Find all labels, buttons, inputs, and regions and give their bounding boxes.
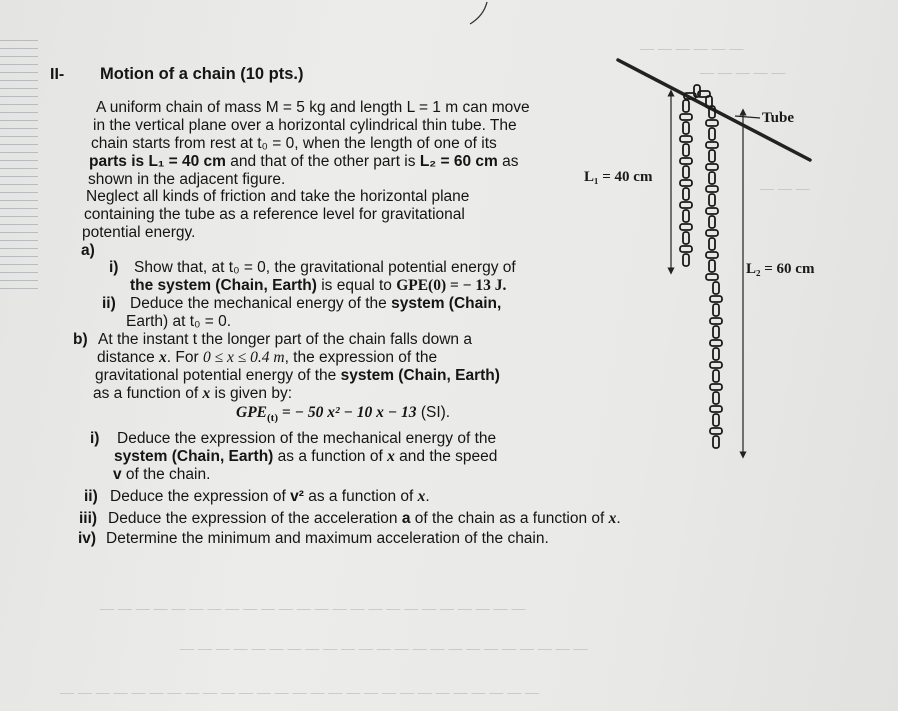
chain-link bbox=[683, 122, 689, 134]
bleed-through-texture: — — — bbox=[760, 180, 810, 196]
chain-link bbox=[709, 150, 715, 162]
chain-link bbox=[713, 348, 719, 360]
chain-link bbox=[709, 238, 715, 250]
section-number: II- bbox=[50, 66, 65, 83]
chain-link bbox=[713, 392, 719, 404]
chain-link bbox=[710, 296, 722, 302]
chain-link bbox=[713, 282, 719, 294]
tube-pointer bbox=[735, 116, 760, 118]
chain-link bbox=[706, 208, 718, 214]
chain-link bbox=[680, 114, 692, 120]
chain-link bbox=[706, 274, 718, 280]
chain-link bbox=[709, 194, 715, 206]
part-b-i-line: v of the chain. bbox=[113, 466, 211, 483]
bleed-through-texture: — — — — — — bbox=[640, 40, 744, 56]
part-b-i-line: system (Chain, Earth) as a function of x and the speed bbox=[114, 448, 498, 465]
chain-link bbox=[683, 100, 689, 112]
bleed-through-texture: — — — — — — — — — — — — — — — — — — — — — — — bbox=[180, 640, 588, 656]
section-title: Motion of a chain (10 pts.) bbox=[100, 65, 304, 83]
l2-label: L₂ = 60 cm bbox=[746, 261, 815, 277]
chain-link bbox=[709, 216, 715, 228]
intro-line: A uniform chain of mass M = 5 kg and length L = 1 m can move bbox=[96, 99, 530, 116]
part-a-i-line: Show that, at t₀ = 0, the gravitational potential energy of bbox=[134, 259, 516, 276]
chain-link bbox=[706, 186, 718, 192]
chain-link bbox=[713, 326, 719, 338]
gpe-formula: $GPE_{(t)}$ = − 50 x² − 10 x − 13 (SI). bbox=[236, 404, 451, 425]
intro-line: parts is L₁ = 40 cm and that of the other part is L₂ = 60 cm as bbox=[89, 153, 519, 170]
pen-mark bbox=[470, 2, 487, 24]
part-b-iv-label: iv) bbox=[78, 530, 97, 547]
part-a-ii-label: ii) bbox=[102, 295, 116, 312]
part-b-ii-line: Deduce the expression of v² as a function of x. bbox=[110, 488, 430, 505]
part-a-ii-line: Earth) at t₀ = 0. bbox=[126, 313, 232, 330]
chain-link bbox=[713, 414, 719, 426]
part-a-i-label: i) bbox=[109, 259, 119, 276]
chain-link bbox=[710, 340, 722, 346]
chain-link bbox=[706, 230, 718, 236]
bleed-through-texture: — — — — — bbox=[700, 64, 786, 80]
chain-link bbox=[683, 166, 689, 178]
chain-link bbox=[680, 246, 692, 252]
l1-label: L₁ = 40 cm bbox=[584, 169, 653, 185]
chain-link bbox=[710, 384, 722, 390]
chain-link bbox=[709, 128, 715, 140]
chain-link bbox=[680, 180, 692, 186]
intro-line: containing the tube as a reference level for gravitational bbox=[84, 206, 465, 223]
chain-link bbox=[706, 142, 718, 148]
chain-link bbox=[706, 252, 718, 258]
part-a-i-line: the system (Chain, Earth) is equal to GPE(0) = − 13 J. bbox=[130, 277, 507, 294]
chain-link bbox=[713, 370, 719, 382]
chain-link bbox=[713, 304, 719, 316]
part-a-label: a) bbox=[81, 242, 95, 259]
part-b-line: as a function of x is given by: bbox=[93, 385, 293, 402]
bleed-through-texture: — — — — — — — — — — — — — — — — — — — — — — — — bbox=[100, 600, 526, 616]
chain-link bbox=[680, 158, 692, 164]
part-b-line: At the instant t the longer part of the chain falls down a bbox=[98, 331, 472, 348]
part-b-i-label: i) bbox=[90, 430, 100, 447]
part-b-label: b) bbox=[73, 331, 88, 348]
part-b-iii-line: Deduce the expression of the acceleration a of the chain as a function of x. bbox=[108, 510, 621, 527]
chain-link bbox=[683, 254, 689, 266]
chain bbox=[680, 85, 722, 448]
intro-line: shown in the adjacent figure. bbox=[88, 171, 286, 188]
chain-link bbox=[710, 406, 722, 412]
tube-label: Tube bbox=[762, 110, 794, 126]
chain-link bbox=[706, 120, 718, 126]
part-b-line: gravitational potential energy of the system (Chain, Earth) bbox=[95, 367, 500, 384]
chain-link bbox=[680, 224, 692, 230]
chain-link bbox=[710, 428, 722, 434]
chain-link bbox=[713, 436, 719, 448]
part-a-ii-line: Deduce the mechanical energy of the system (Chain, bbox=[130, 295, 502, 312]
chain-link bbox=[709, 260, 715, 272]
chain-link bbox=[683, 188, 689, 200]
intro-line: in the vertical plane over a horizontal cylindrical thin tube. The bbox=[93, 117, 517, 134]
part-b-iv-line: Determine the minimum and maximum acceleration of the chain. bbox=[106, 530, 549, 547]
chain-link bbox=[683, 144, 689, 156]
part-b-iii-label: iii) bbox=[79, 510, 98, 527]
intro-line: potential energy. bbox=[82, 224, 196, 241]
intro-line: Neglect all kinds of friction and take the horizontal plane bbox=[86, 188, 470, 205]
chain-link bbox=[709, 172, 715, 184]
chain-link bbox=[706, 164, 718, 170]
chain-link bbox=[710, 318, 722, 324]
part-b-i-line: Deduce the expression of the mechanical energy of the bbox=[117, 430, 497, 447]
chain-link bbox=[710, 362, 722, 368]
chain-link bbox=[683, 210, 689, 222]
bleed-through-texture: — — — — — — — — — — — — — — — — — — — — — — — — — — — bbox=[60, 684, 540, 700]
intro-line: chain starts from rest at t₀ = 0, when the length of one of its bbox=[91, 135, 497, 152]
part-b-line: distance x. For 0 ≤ x ≤ 0.4 m, the expression of the bbox=[97, 349, 438, 366]
chain-link bbox=[683, 232, 689, 244]
chain-link bbox=[680, 202, 692, 208]
chain-link bbox=[680, 136, 692, 142]
part-b-ii-label: ii) bbox=[84, 488, 98, 505]
